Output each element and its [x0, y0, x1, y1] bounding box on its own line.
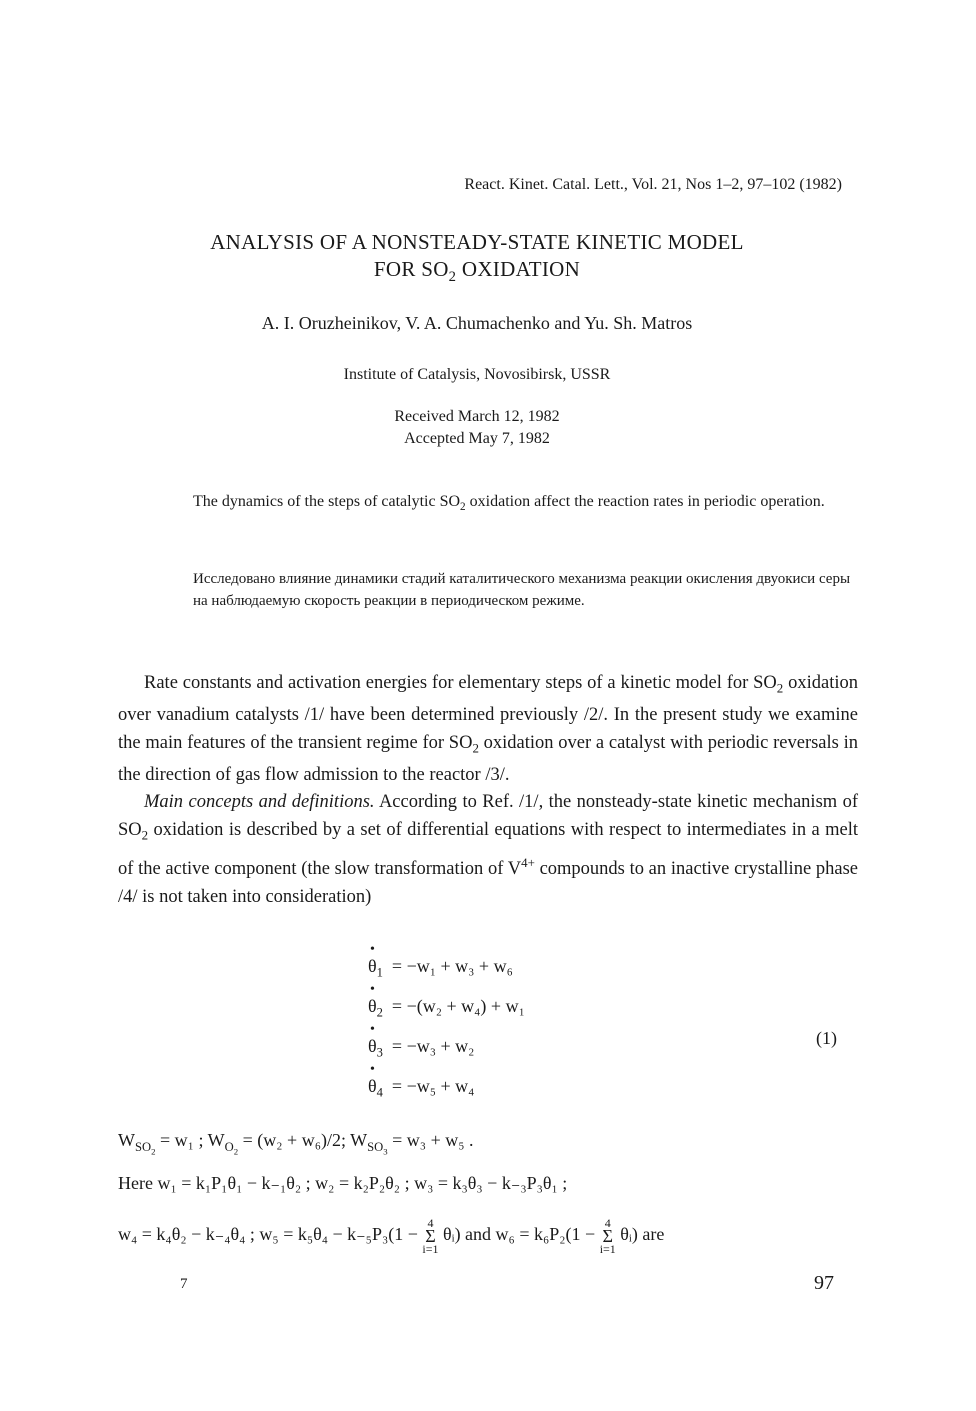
article-title-line-1: ANALYSIS OF A NONSTEADY-STATE KINETIC MODEL — [210, 230, 744, 254]
body-text — [118, 670, 858, 911]
equation-theta-4: • $\theta_4 = -w_5 + w_4$ — [368, 1076, 474, 1101]
page-number: 97 — [814, 1272, 834, 1294]
paragraph-concepts: Main concepts and definitions. According to Ref. /1/, the nonsteady-state kinetic mechanism of $SO_2$ oxidation is described by a set of differential equations with respect to intermediates in a melt of the active component (the slow transformation of $V^{4+}$ compounds to an inactive crystalline phase /4/ is not taken into consideration) — [118, 792, 859, 907]
accepted-date: Accepted May 7, 1982 — [404, 430, 550, 447]
rate-constants-line-2: w₄ = k₄θ₂ − k₋₄θ₄ ; w₅ = k₅θ₄ − k₋₅P₃(1 − 4 Σ i=1 θᵢ) and w₆ = k₆P₂(1 − 4 Σ i=1 θᵢ) are — [118, 1216, 665, 1256]
institution: Institute of Catalysis, Novosibirsk, USSR — [343, 366, 611, 383]
equation-theta-3: • $\theta_3 = -w_3 + w_2$ — [368, 1036, 474, 1061]
journal-citation: React. Kinet. Catal. Lett., Vol. 21, Nos 1–2, 97–102 (1982) — [464, 176, 842, 193]
equation-theta-2: • $\theta_2 = -(w_2 + w_4) + w_1$ — [368, 996, 525, 1021]
abstract-english: The dynamics of the steps of catalytic $SO_2$ oxidation affect the reaction rates in periodic operation. — [193, 493, 825, 514]
equation-number: (1) — [816, 1028, 837, 1048]
dates — [100, 406, 854, 450]
paragraph-intro: Rate constants and activation energies for elementary steps of a kinetic model for $SO_2$ oxidation over vanadium catalysts /1/ have been determined previously /2/. In the present study we examine the main features of the transient regime for $SO_2$ oxidation over a catalyst with periodic reversals in the direction of gas flow admission to the reactor /3/. — [118, 673, 859, 785]
received-date: Received March 12, 1982 — [394, 408, 560, 425]
section-heading: Main concepts and definitions. — [144, 792, 375, 813]
rate-constants-line: Here w₁ = k₁P₁θ₁ − k₋₁θ₂ ; w₂ = k₂P₂θ₂ ; w₃ = k₃θ₃ − k₋₃P₃θ₁ ; — [118, 1173, 568, 1193]
rate-definitions: $W_{SO_2} = w_1$ ; $W_{O_2} = (w_2 + w_6)/2$; $W_{SO_3} = w_3 + w_5$ . — [118, 1130, 474, 1157]
abstract-russian: Исследовано влияние динамики стадий каталитического механизма реакции окисления двуокиси серы на наблюдаемую скорость реакции в периодическом режиме. — [193, 571, 851, 609]
authors: A. I. Oruzheinikov, V. A. Chumachenko and Yu. Sh. Matros — [261, 313, 693, 333]
footer-signature-mark: 7 — [180, 1276, 188, 1292]
article-title-line-2: FOR $SO_2$ OXIDATION — [373, 257, 581, 286]
equation-theta-1: • $\theta_1 = -w_1 + w_3 + w_6$ — [368, 956, 513, 981]
